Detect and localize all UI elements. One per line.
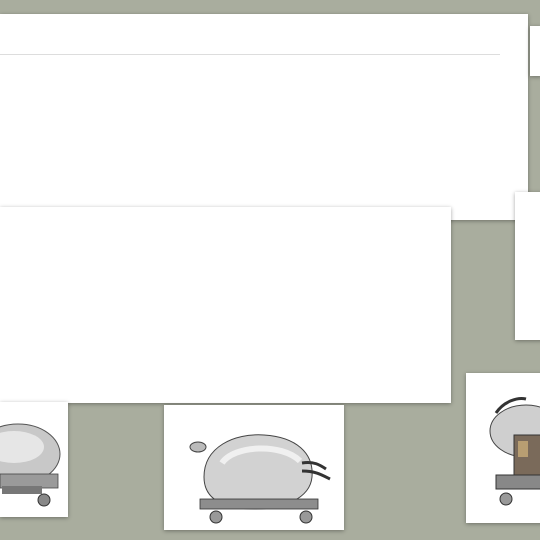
side-card: [515, 192, 540, 340]
compressor-image-left: [0, 402, 68, 517]
compressor-image-right: [466, 373, 540, 523]
variant-panel: [0, 207, 451, 403]
compressor-image-center: [164, 405, 344, 530]
top-product-panel: [0, 14, 528, 220]
divider: [0, 54, 500, 55]
side-panel-fragment: [530, 26, 540, 76]
